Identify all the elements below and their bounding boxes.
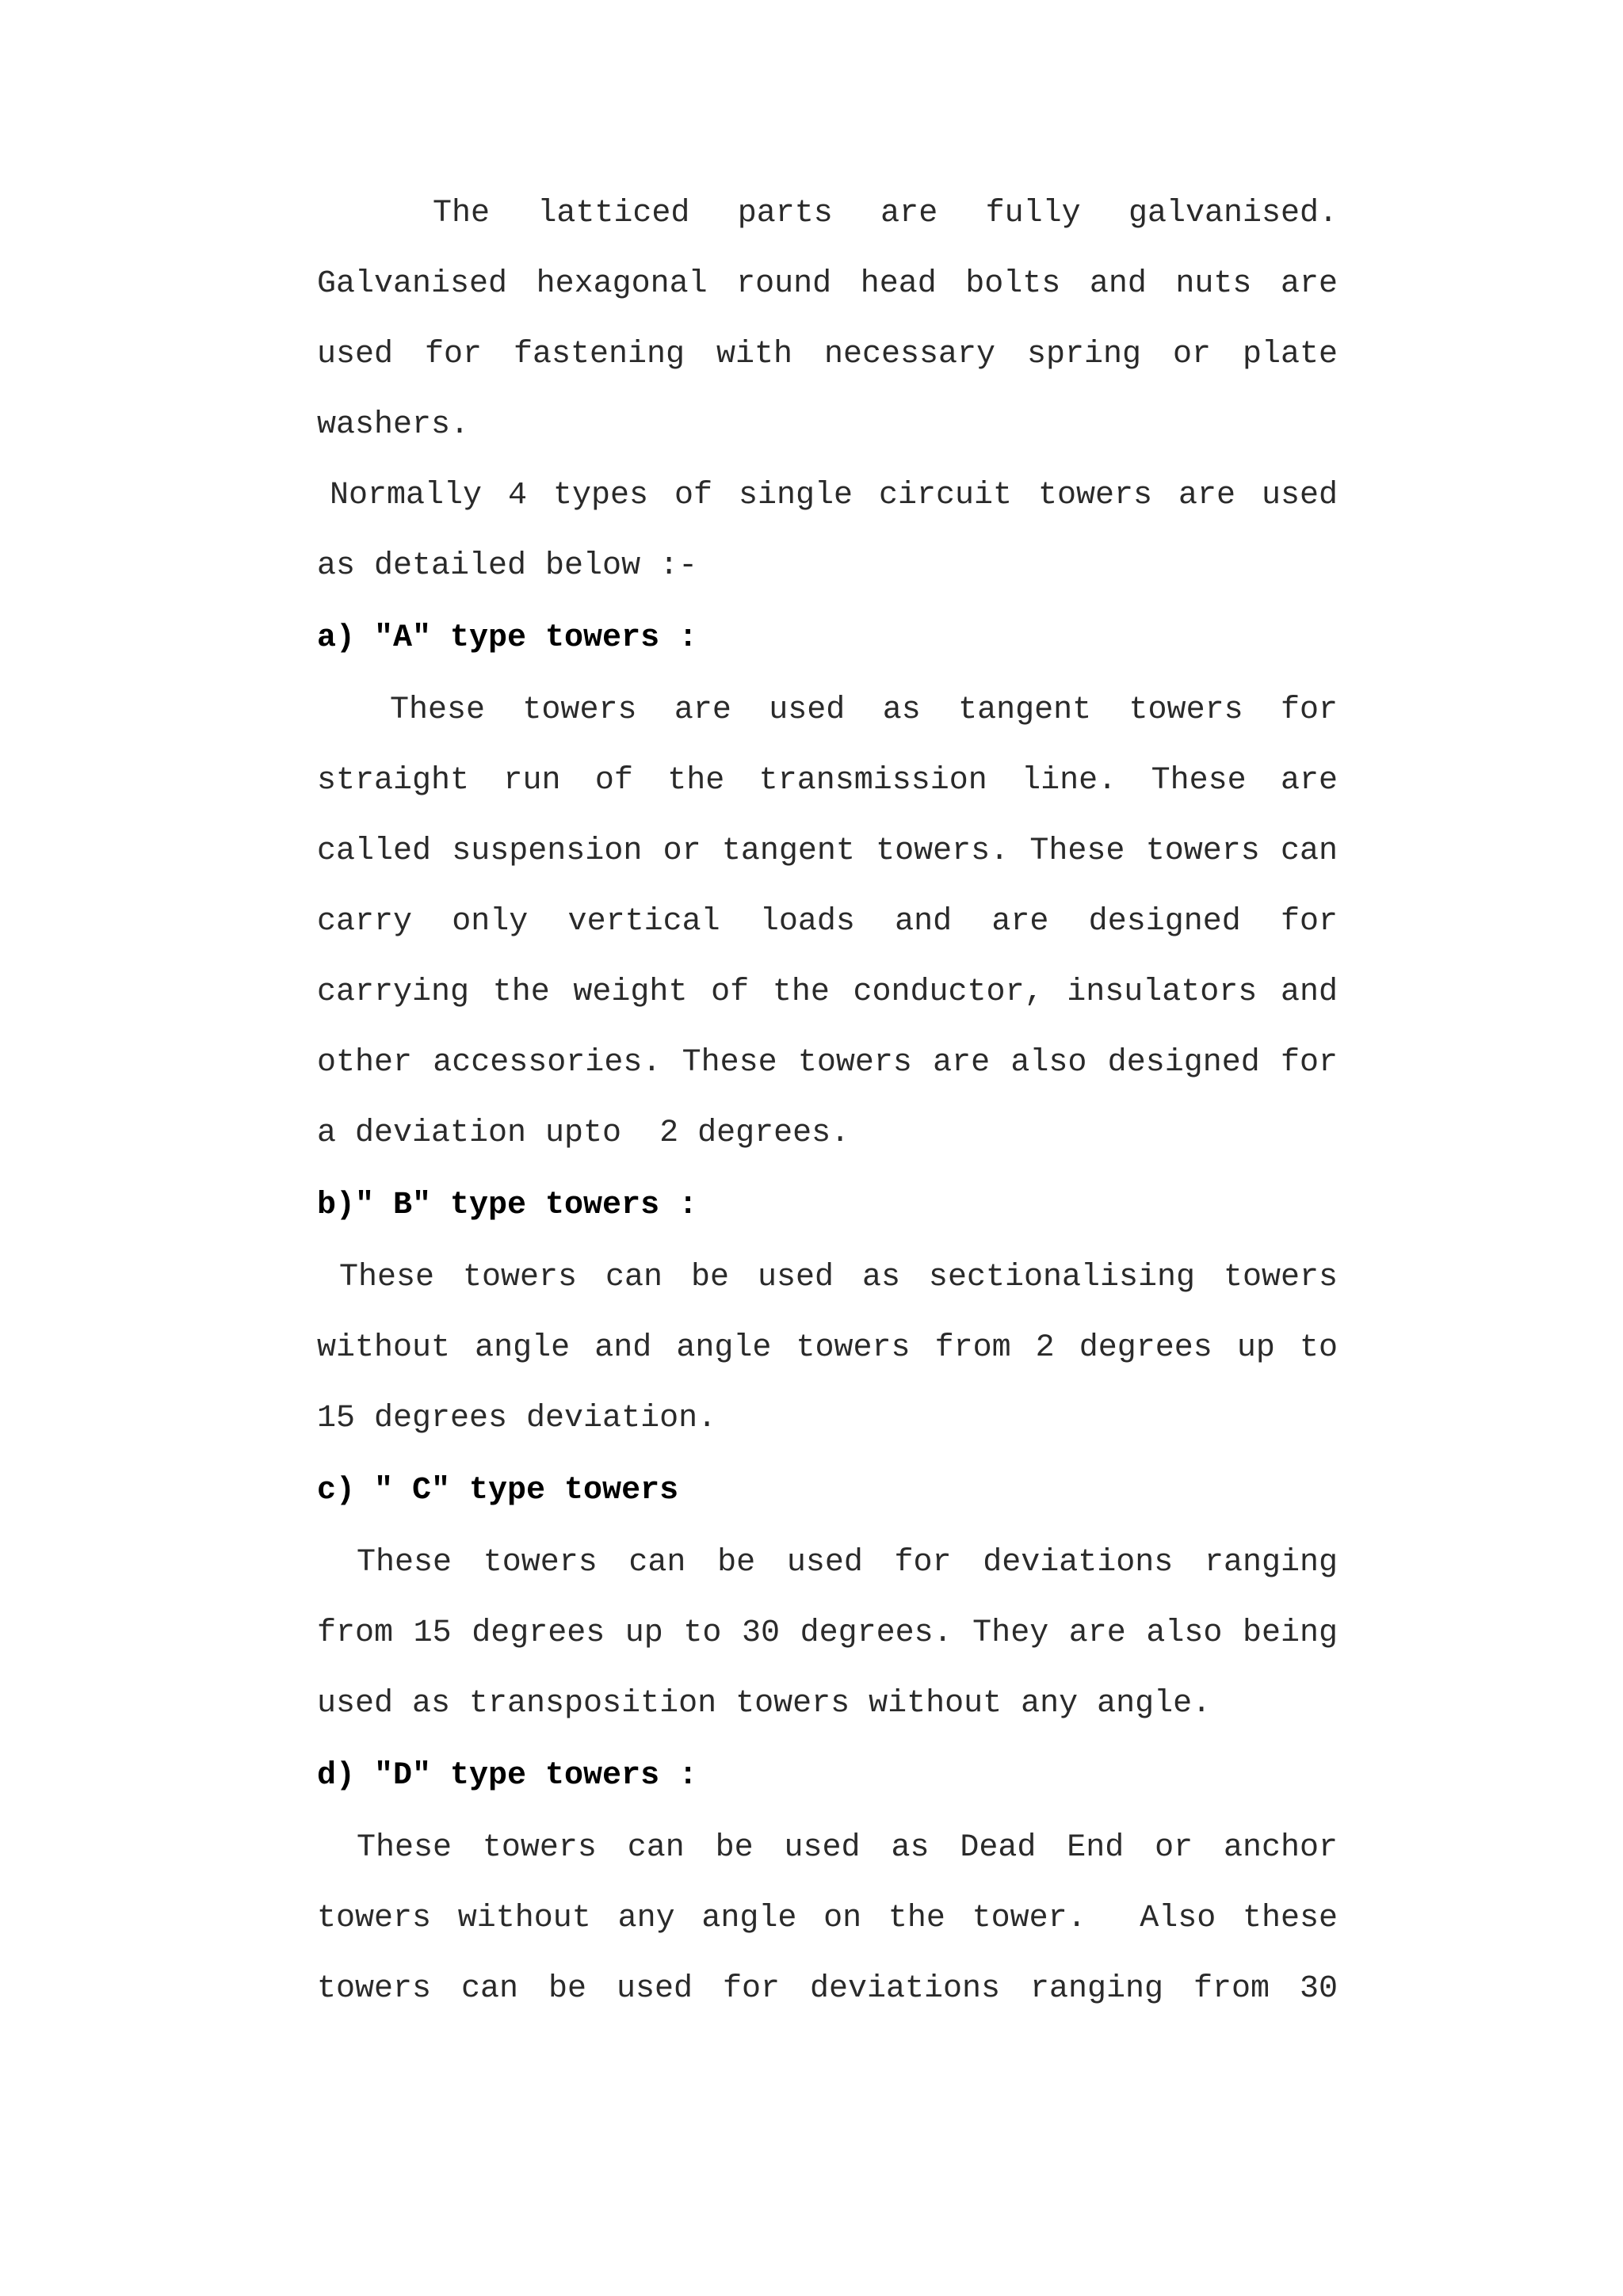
section-b-body: These towers can be used as sectionalising towers without angle and angle towers from 2 degrees up to 15 degrees deviation. bbox=[317, 1260, 1358, 1436]
section-d-body: These towers can be used as Dead End or anchor towers without any angle on the tower. Also these towers can be used for deviations ranging from 30 bbox=[317, 1830, 1358, 2007]
section-d-heading: d) "D" type towers : bbox=[317, 1758, 698, 1794]
document-page bbox=[317, 178, 1358, 2024]
section-c-body: These towers can be used for deviations ranging from 15 degrees up to 30 degrees. They are also being used as transposition towers without any angle. bbox=[317, 1545, 1358, 1722]
section-b-heading: b)" B" type towers : bbox=[317, 1188, 698, 1223]
section-a-body: These towers are used as tangent towers for straight run of the transmission line. These are called suspension or tangent towers. These towers can carry only vertical loads and are designed for carrying the weight of the conductor, insulators and other accessories. These towers are also designed for a deviation upto 2 degrees. bbox=[317, 692, 1358, 1151]
section-c-heading: c) " C" type towers bbox=[317, 1473, 679, 1508]
section-a-heading: a) "A" type towers : bbox=[317, 620, 698, 656]
intro-paragraph: The latticed parts are fully galvanised. Galvanised hexagonal round head bolts and nuts are used for fastening with necessary spring or plate washers. bbox=[317, 196, 1358, 443]
tower-types-paragraph: Normally 4 types of single circuit towers are used as detailed below :- bbox=[317, 478, 1358, 584]
